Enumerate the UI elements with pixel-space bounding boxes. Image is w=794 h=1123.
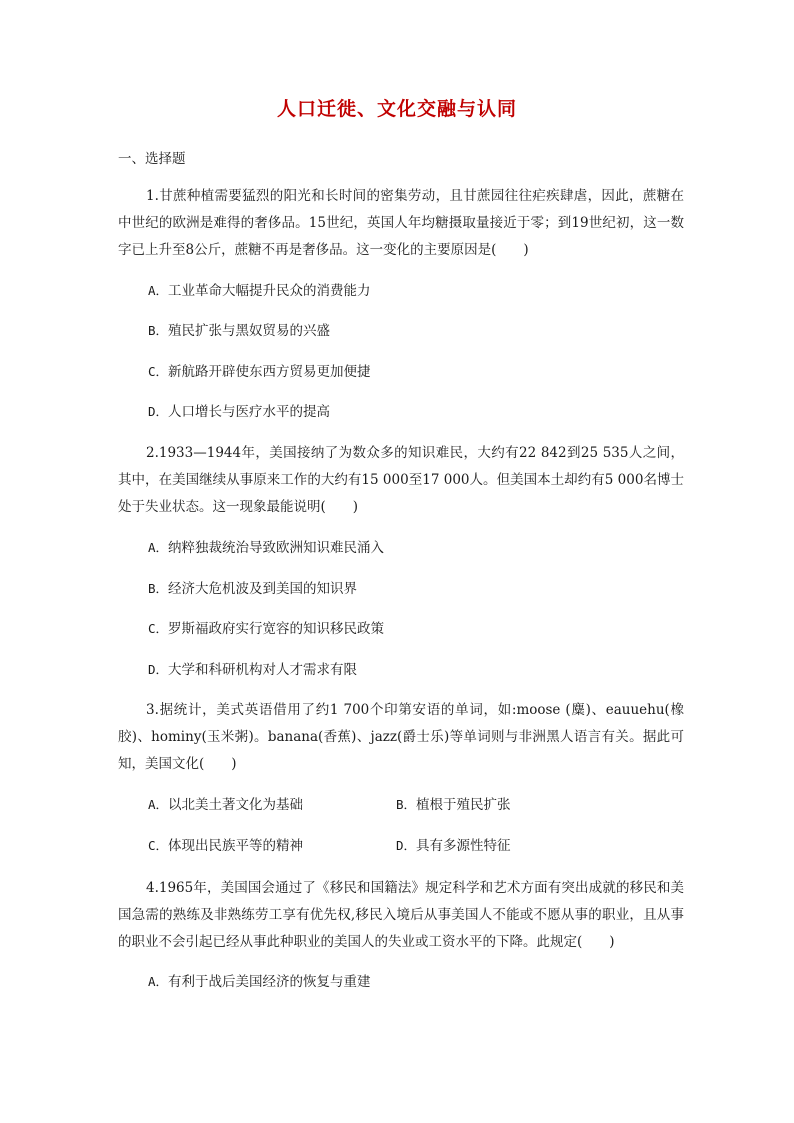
option-text: 植根于殖民扩张	[416, 797, 511, 813]
option-text: 具有多源性特征	[416, 838, 511, 854]
question-3-stem: 3.据统计，美式英语借用了约1 700个印第安语的单词，如:moose (麋)、eauuehu(橡胶)、hominy(玉米粥)。banana(香蕉)、jazz(爵士乐)等单词则与非洲黑人语言有关。据此可知，美国文化( )	[118, 702, 684, 772]
question-1-stem: 1.甘蔗种植需要猛烈的阳光和长时间的密集劳动，且甘蔗园往往疟疾肆虐，因此，蔗糖在中世纪的欧洲是难得的奢侈品。15世纪，英国人年均糖摄取量接近于零；到19世纪初，这一数字已上升至8公斤，蔗糖不再是奢侈品。这一变化的主要原因是( )	[118, 188, 684, 258]
option-letter: C．	[148, 364, 169, 379]
question-2-option-d[interactable]	[148, 660, 357, 680]
option-letter: A．	[148, 974, 169, 989]
question-2-option-b[interactable]	[148, 579, 357, 599]
option-letter: D．	[148, 404, 169, 419]
option-letter: A．	[148, 540, 169, 555]
option-text: 新航路开辟使东西方贸易更加便捷	[168, 364, 371, 380]
question-3-option-a[interactable]	[148, 795, 303, 815]
option-text: 经济大危机波及到美国的知识界	[168, 581, 358, 597]
document-title: 人口迁徙、文化交融与认同	[276, 98, 517, 120]
option-letter: C．	[148, 621, 169, 636]
question-2-option-c[interactable]	[148, 619, 384, 639]
option-text: 体现出民族平等的精神	[168, 838, 304, 854]
option-text: 罗斯福政府实行宽容的知识移民政策	[168, 621, 385, 637]
question-1-option-d[interactable]	[148, 402, 330, 422]
question-1-option-b[interactable]	[148, 321, 330, 341]
option-letter: C．	[148, 838, 169, 853]
question-1-option-a[interactable]	[148, 281, 371, 301]
question-2-stem: 2.1933—1944年，美国接纳了为数众多的知识难民，大约有22 842到25 535人之间，其中，在美国继续从事原来工作的大约有15 000至17 000人。但美国本土却约有5 000名博士处于失业状态。这一现象最能说明( )	[118, 445, 684, 515]
option-text: 以北美土著文化为基础	[168, 797, 304, 813]
option-letter: D．	[396, 838, 417, 853]
question-3-option-b[interactable]	[396, 795, 511, 815]
section-heading: 一、选择题	[118, 151, 186, 167]
option-text: 工业革命大幅提升民众的消费能力	[168, 283, 371, 299]
option-text: 人口增长与医疗水平的提高	[168, 404, 331, 420]
option-letter: B．	[396, 797, 417, 812]
option-letter: B．	[148, 581, 169, 596]
option-text: 殖民扩张与黑奴贸易的兴盛	[168, 323, 331, 339]
option-letter: A．	[148, 283, 169, 298]
question-2-option-a[interactable]	[148, 538, 384, 558]
question-3-option-d[interactable]	[396, 836, 511, 856]
option-letter: B．	[148, 323, 169, 338]
question-4-option-a[interactable]	[148, 972, 371, 992]
option-text: 大学和科研机构对人才需求有限	[168, 662, 358, 678]
option-text: 纳粹独裁统治导致欧洲知识难民涌入	[168, 540, 385, 556]
option-letter: D．	[148, 662, 169, 677]
question-3-option-c[interactable]	[148, 836, 303, 856]
question-1-option-c[interactable]	[148, 362, 371, 382]
option-text: 有利于战后美国经济的恢复与重建	[168, 974, 371, 990]
question-4-stem: 4.1965年，美国国会通过了《移民和国籍法》规定科学和艺术方面有突出成就的移民和美国急需的熟练及非熟练劳工享有优先权,移民入境后从事美国人不能或不愿从事的职业，且从事的职业不会引起已经从事此种职业的美国人的失业或工资水平的下降。此规定( )	[118, 880, 684, 950]
option-letter: A．	[148, 797, 169, 812]
